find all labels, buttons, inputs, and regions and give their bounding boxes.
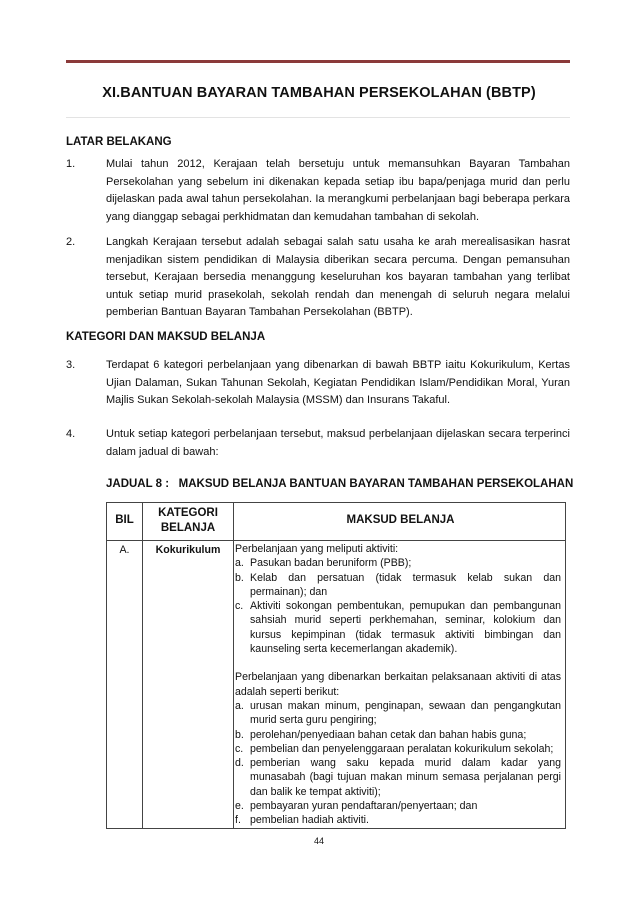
paragraph-number: 4. (66, 428, 76, 440)
list-letter: c. (235, 742, 244, 755)
header-rule (66, 60, 570, 63)
list-item (235, 742, 561, 756)
row-maksud (235, 542, 561, 828)
list-letter: e. (235, 800, 244, 813)
list-letter: c. (235, 600, 244, 613)
page-title: XI.BANTUAN BAYARAN TAMBAHAN PERSEKOLAHAN (BBTP) (102, 85, 536, 101)
list-text: pembayaran yuran pendaftaran/penyertaan; dan (250, 800, 478, 813)
list-item (235, 728, 561, 742)
list-item (235, 699, 561, 728)
title-separator (66, 117, 570, 118)
table-divider (233, 503, 234, 828)
list-item (235, 813, 561, 827)
list-letter: a. (235, 699, 244, 712)
list-item (235, 756, 561, 799)
row-bil: A. (119, 544, 130, 556)
paragraph-text: Langkah Kerajaan tersebut adalah sebagai salah satu usaha ke arah merealisasikan hasrat menjadikan sistem pendidikan di Malaysia diberikan secara percuma. Dengan pemansuhan tersebut, Kerajaan bersedia menanggung keseluruhan kos bayaran tambahan yang terlibat untuk setiap murid prasekolah, sekolah rendah dan menengah di seluruh negara melalui pemberian Bantuan Bayaran Tambahan Persekolahan (BBTP). (106, 236, 570, 319)
list-item (235, 556, 561, 570)
header-bil: BIL (115, 514, 134, 526)
maksud-intro-1: Perbelanjaan yang meliputi aktiviti: (235, 543, 399, 555)
list-letter: a. (235, 557, 244, 570)
list-text: Pasukan badan beruniform (PBB); (250, 557, 412, 570)
list-text: Aktiviti sokongan pembentukan, pemupukan dan pembangunan sahsiah murid seperti perkhemahan, seminar, kolokium dan kursus kepimpinan (tidak termasuk aktiviti bimbingan dan kaunseling serta kecemerlangan akademik). (250, 600, 561, 656)
header-maksud: MAKSUD BELANJA (346, 514, 455, 526)
section-heading-latar-belakang: LATAR BELAKANG (66, 136, 172, 148)
paragraph-text: Mulai tahun 2012, Kerajaan telah bersetuju untuk memansuhkan Bayaran Tambahan Persekolahan yang sebelum ini dikenakan kepada setiap ibu bapa/penjaga murid dan perlu dijelaskan pada awal tahun persekolahan. Ia merangkumi perbelanjaan bagi beberapa perkara yang dianggap sebagai perkhidmatan dan kemudahan tambahan di sekolah. (106, 158, 570, 223)
row-kategori: Kokurikulum (155, 544, 221, 556)
paragraph-number: 1. (66, 158, 76, 170)
list-item (235, 799, 561, 813)
list-letter: b. (235, 571, 244, 584)
paragraph-number: 3. (66, 359, 76, 371)
paragraph-2 (66, 234, 570, 322)
list-text: urusan makan minum, penginapan, sewaan dan pengangkutan murid serta guru pengiring; (250, 699, 561, 727)
paragraph-text: Untuk setiap kategori perbelanjaan tersebut, maksud perbelanjaan dijelaskan secara terperinci dalam jadual di bawah: (106, 428, 570, 458)
list-text: pemberian wang saku kepada murid dalam kadar yang munasabah (bagi tujuan makan minum semasa perjalanan pergi dan balik ke tempat aktiviti); (250, 757, 561, 798)
list-letter: d. (235, 757, 244, 770)
paragraph-text: Terdapat 6 kategori perbelanjaan yang dibenarkan di bawah BBTP iaitu Kokurikulum, Kertas Ujian Dalaman, Sukan Tahunan Sekolah, Kegiatan Pendidikan Islam/Pendidikan Moral, Yuran Majlis Sukan Sekolah-sekolah Malaysia (MSSM) dan Insurans Takaful. (106, 359, 570, 407)
list-letter: f. (235, 814, 241, 827)
list-letter: b. (235, 728, 244, 741)
list-text: pembelian dan penyelenggaraan peralatan kokurikulum sekolah; (250, 742, 554, 755)
table-header-divider (107, 540, 565, 541)
maksud-intro-2: Perbelanjaan yang dibenarkan berkaitan pelaksanaan aktiviti di atas adalah seperti berikut: (235, 671, 561, 698)
table-caption: JADUAL 8 : MAKSUD BELANJA BANTUAN BAYARAN TAMBAHAN PERSEKOLAHAN (106, 478, 574, 490)
paragraph-number: 2. (66, 236, 76, 248)
list-item (235, 599, 561, 656)
section-heading-kategori: KATEGORI DAN MAKSUD BELANJA (66, 331, 266, 343)
expense-table (106, 502, 566, 829)
list-text: perolehan/penyediaan bahan cetak dan bahan habis guna; (250, 728, 527, 741)
paragraph-3 (66, 357, 570, 410)
list-item (235, 571, 561, 600)
list-text: pembelian hadiah aktiviti. (250, 814, 369, 827)
paragraph-4 (66, 426, 570, 461)
list-text: Kelab dan persatuan (tidak termasuk kelab sukan dan permainan); dan (250, 571, 561, 598)
paragraph-1 (66, 156, 570, 226)
page-number: 44 (313, 836, 324, 846)
header-kategori: KATEGORI BELANJA (158, 507, 218, 534)
